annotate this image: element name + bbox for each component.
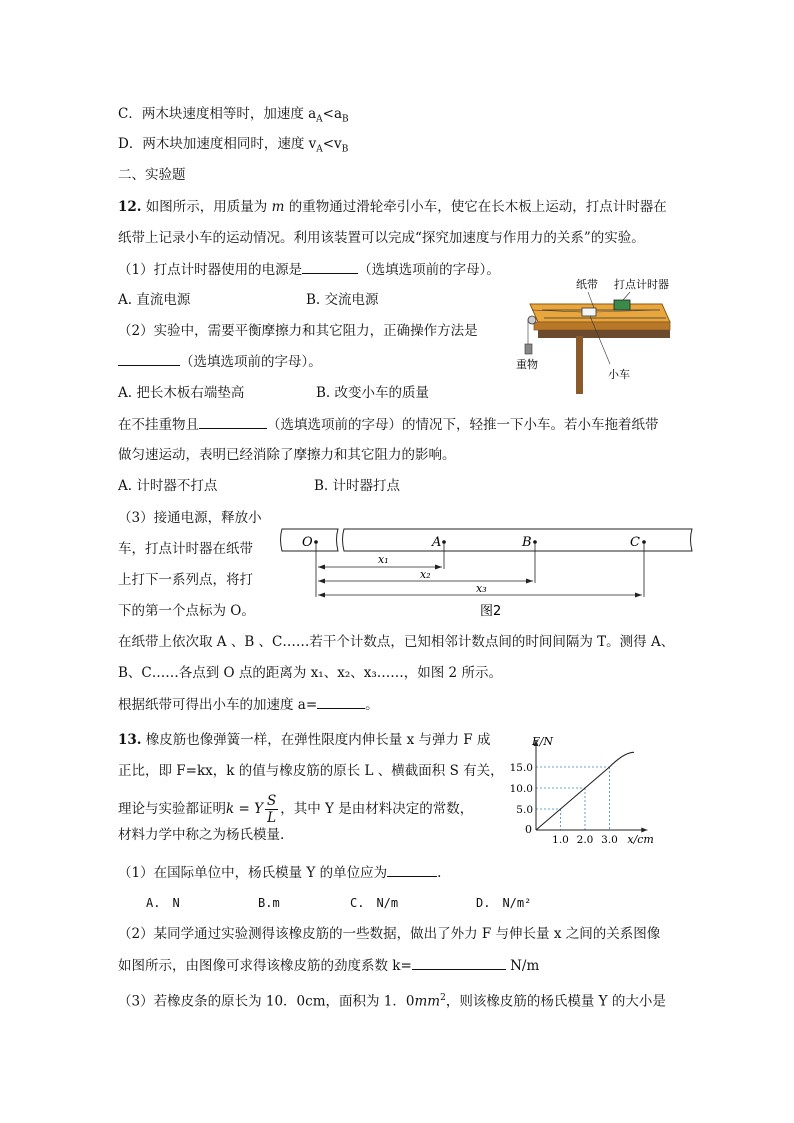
weight [525, 344, 532, 354]
table-leg [576, 336, 583, 394]
label-timer: 打点计时器 [614, 278, 669, 291]
answer-blank[interactable] [199, 414, 267, 429]
series-line [536, 752, 634, 830]
q12-part2-line3: 在不挂重物且 （选填选项前的字母）的情况下，轻推一下小车。若小车拖着纸带 [118, 414, 659, 435]
q13-part3: （3）若橡皮条的原长为 10．0cm，面积为 1．$0mm^2$，则该橡皮筋的杨氏模量 Y 的大小是 [118, 993, 666, 1010]
point-b: B [522, 535, 532, 550]
force-extension-chart [500, 732, 680, 844]
q13-option-d: D. N/m² [476, 896, 532, 910]
label-weight: 重物 [516, 358, 538, 371]
q12-part2-option-a: A. 把长木板右端垫高 [118, 385, 245, 401]
q12-part3-line6: B、C……各点到 O 点的距离为 x₁、x₂、x₃……，如图 2 所示。 [118, 665, 502, 681]
q12-stem-line1: 12. 如图所示，用质量为 m 的重物通过滑轮牵引小车，使它在长木板上运动，打点计时器在 [118, 199, 667, 215]
q13-part2-line2: 如图所示，由图像可求得该橡皮筋的劲度系数 k= N/m [118, 955, 539, 976]
q12-part1-option-a: A. 直流电源 [118, 292, 191, 308]
section-title: 二、实验题 [118, 167, 186, 183]
tape-figure [278, 525, 698, 627]
y-tick-label: 15.0 [509, 762, 533, 774]
q11-option-d: D．两木块加速度相同时，速度 $v_A<v_B$ [118, 136, 349, 155]
q12-part2b-option-b: B. 计时器打点 [314, 478, 401, 494]
q12-part2b-option-a: A. 计时器不打点 [118, 478, 218, 494]
q13-stem-line2: 正比，即 F=kx，k 的值与橡皮筋的原长 L 、横截面积 S 有关， [118, 763, 504, 779]
q13-option-c: C. N/m [350, 896, 399, 910]
x-tick-label: 1.0 [552, 834, 569, 844]
q13-stem-line3: 理论与实验都证明k = Y $\frac{S}{L}$ ，其中 Y 是由材料决定的常数， [118, 793, 474, 826]
x-axis-label: x/cm [627, 833, 654, 844]
y-axis-label: F/N [532, 735, 553, 748]
q12-part3-line7: 根据纸带可得出小车的加速度 a= 。 [118, 694, 379, 715]
q13-stem-line1: 13. 橡皮筋也像弹簧一样，在弹性限度内伸长量 x 与弹力 F 成 [118, 732, 491, 748]
pulley [528, 316, 536, 324]
answer-blank[interactable] [118, 351, 180, 366]
q12-part2-line2: （选填选项前的字母）。 [118, 351, 322, 372]
point-o: O [302, 535, 313, 550]
label-x3: x₃ [476, 582, 487, 595]
q13-option-b: B.m [258, 896, 280, 910]
q12-part3-line5: 在纸带上依次取 A 、B 、C……若干个计数点，已知相邻计数点间的时间间隔为 T。测得 A、 [118, 634, 675, 650]
figure-caption: 图2 [480, 604, 502, 619]
q13-stem-line4: 材料力学中称之为杨氏模量. [118, 827, 285, 843]
label-x2: x₂ [420, 568, 431, 581]
x-tick-label: 3.0 [601, 834, 618, 844]
x-axis-arrow [641, 828, 647, 833]
point-a: A [432, 535, 442, 550]
q11-option-c: C．两木块速度相等时，加速度 $a_A<a_B$ [118, 106, 349, 125]
answer-blank[interactable] [387, 862, 437, 877]
apparatus-figure [510, 274, 675, 396]
board [530, 304, 670, 322]
label-x1: x₁ [378, 553, 389, 566]
y-tick-label: 10.0 [509, 783, 533, 795]
cart [582, 308, 596, 316]
q13-part1: （1）在国际单位中，杨氏模量 Y 的单位应为 . [118, 862, 441, 883]
q13-option-a: A. N [146, 896, 180, 910]
q13-part2-line1: （2）某同学通过实验测得该橡皮筋的一些数据，做出了外力 F 与伸长量 x 之间的关系图像 [118, 926, 661, 942]
q12-part3-line1: （3）接通电源，释放小 [118, 510, 262, 526]
q12-part3-line2: 车，打点计时器在纸带 [118, 541, 253, 557]
formula: k = Y [226, 801, 263, 817]
point-c: C [630, 535, 640, 550]
label-tape: 纸带 [576, 278, 598, 291]
y-tick-label: 5.0 [516, 804, 533, 816]
answer-blank[interactable] [317, 694, 365, 709]
q12-part2-line1: （2）实验中，需要平衡摩擦力和其它阻力，正确操作方法是 [118, 323, 478, 339]
q12-part1-option-b: B. 交流电源 [306, 292, 379, 308]
fraction: $\frac{S}{L}$ [267, 793, 277, 826]
q12-part1: （1）打点计时器使用的电源是 （选填选项前的字母）。 [118, 259, 500, 280]
q12-part3-line3: 上打下一系列点，将打 [118, 572, 253, 588]
q12-part2-option-b: B. 改变小车的质量 [316, 385, 430, 401]
q12-part3-line4: 下的第一个点标为 O。 [118, 603, 255, 619]
answer-blank[interactable] [412, 955, 506, 970]
answer-blank[interactable] [302, 259, 358, 274]
q12-stem-line2: 纸带上记录小车的运动情况。利用该装置可以完成“探究加速度与作用力的关系”的实验。 [118, 230, 645, 246]
q12-part2-line4: 做匀速运动，表明已经消除了摩擦力和其它阻力的影响。 [118, 447, 456, 463]
label-cart: 小车 [608, 368, 630, 381]
timer [614, 300, 630, 310]
origin-label: 0 [525, 823, 532, 836]
x-tick-label: 2.0 [576, 834, 594, 844]
